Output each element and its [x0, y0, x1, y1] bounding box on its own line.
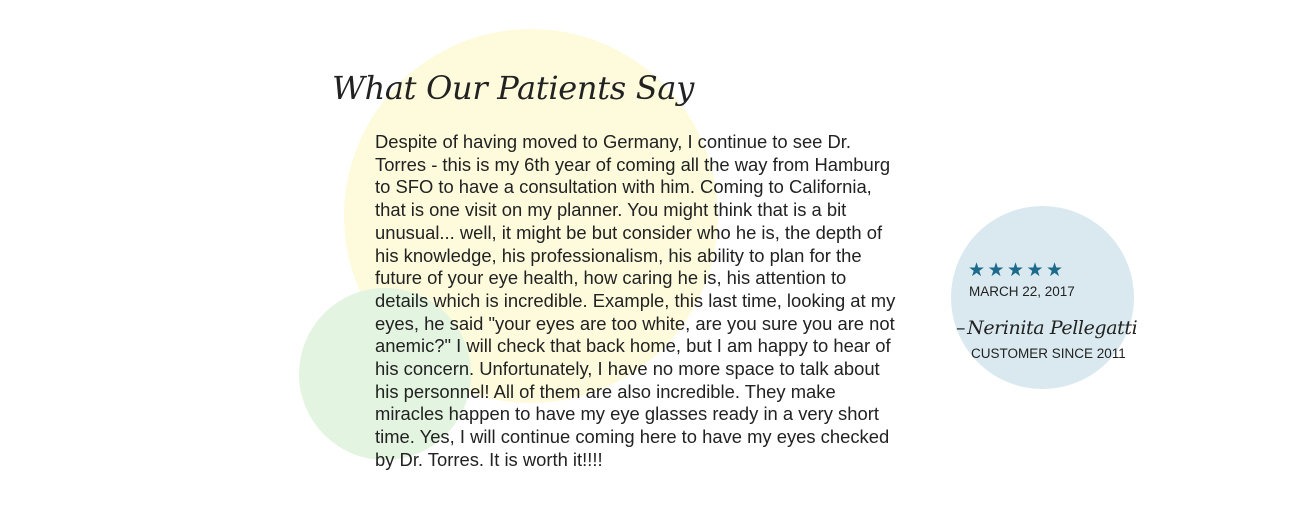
star-icon: ★ — [1007, 259, 1025, 281]
star-icon: ★ — [968, 259, 986, 281]
star-rating — [968, 259, 1066, 281]
author-dash: – — [956, 317, 966, 339]
author-name: Nerinita Pellegatti — [967, 317, 1138, 339]
star-icon: ★ — [1046, 259, 1064, 281]
customer-since: CUSTOMER SINCE 2011 — [971, 346, 1126, 361]
testimonial-text: Despite of having moved to Germany, I continue to see Dr. Torres - this is my 6th year of coming all the way from Hamburg to SFO to have a consultation with him. Coming to California, that is one visit on my planner. You might think that is a bit unusual... well, it might be but consider who he is, the depth of his knowledge, his professionalism, his ability to plan for the future of your eye health, how caring he is, his attention to details which is incredible. Example, this last time, looking at my eyes, he said "your eyes are too white, are you sure you are not anemic?" I will check that back home, but I am happy to hear of his concern. Unfortunately, I have no more space to talk about his personnel! All of them are also incredible. They make miracles happen to have my eye glasses ready in a very short time. Yes, I will continue coming here to have my eyes checked by Dr. Torres. It is worth it!!!! — [375, 131, 896, 470]
review-author — [956, 314, 1137, 342]
review-date: MARCH 22, 2017 — [969, 284, 1075, 299]
star-icon: ★ — [1026, 259, 1044, 281]
star-icon: ★ — [987, 259, 1005, 281]
section-title: What Our Patients Say — [332, 69, 694, 107]
